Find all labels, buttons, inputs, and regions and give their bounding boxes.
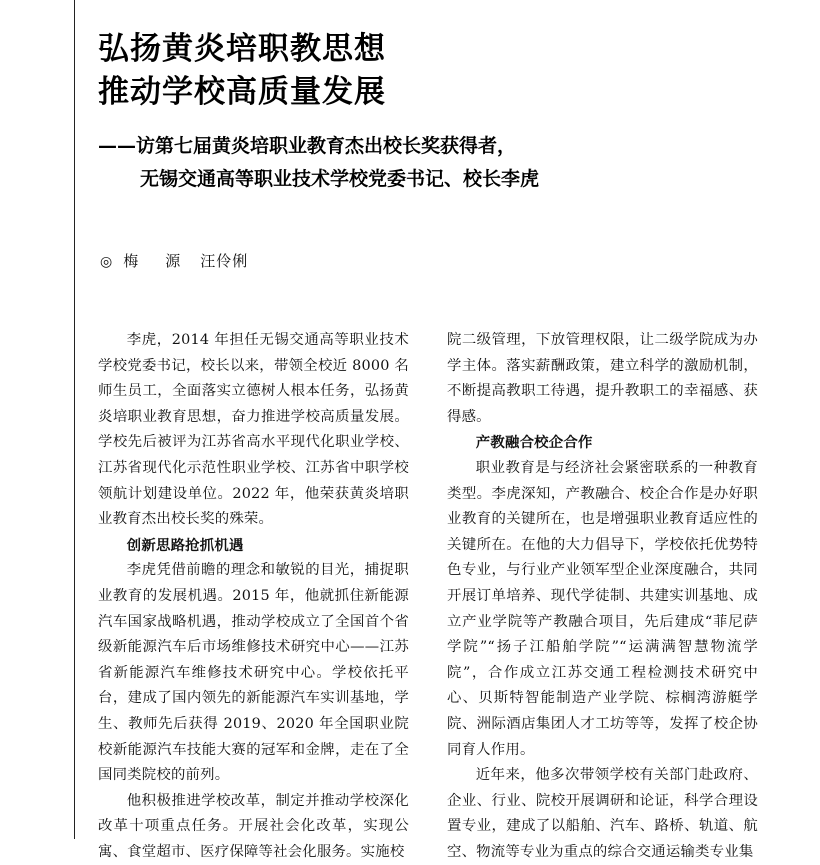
left-column xyxy=(98,328,409,865)
byline xyxy=(100,250,248,271)
subtitle-block xyxy=(98,130,758,196)
left-section-heading-1-part-b: 抢抓机遇 xyxy=(185,536,244,554)
left-section-heading-1-part-a: 创新思路 xyxy=(126,536,186,554)
page-left-rule xyxy=(74,0,75,839)
page-title-line-1: 弘扬黄炎培职教思想 xyxy=(98,31,386,67)
right-column xyxy=(447,328,758,865)
byline-mark-icon: ◎ xyxy=(100,254,114,270)
right-paragraph-1: 院二级管理，下放管理权限，让二级学院成为办学主体。落实薪酬政策，建立科学的激励机制，不断提高教职工待遇，提升教职工的幸福感、获得感。 xyxy=(447,332,758,425)
subtitle-line-1: ——访第七届黄炎培职业教育杰出校长奖获得者， xyxy=(98,135,517,157)
left-paragraph-3: 他积极推进学校改革，制定并推动学校深化改革十项重点任务。开展社会化改革，实现公寓、食堂超市、医疗保障等社会化服务。实施校 xyxy=(98,792,409,860)
right-paragraph-2: 职业教育是与经济社会紧密联系的一种教育类型。李虎深知，产教融合、校企合作是办好职业教育的关键所在，也是增强职业教育适应性的关键所在。在他的大力倡导下，学校依托优势特色专业，与行业产业领军型企业深度融合，共同开展订单培养、现代学徒制、共建实训基地、成立产业学院等产教融合项目，先后建成“菲尼萨学院”“扬子江船舶学院”“运满满智慧物流学院”，合作成立江苏交通工程检测技术研究中心、贝斯特智能制造产业学院、棕榈湾游艇学院、洲际酒店集团人才工坊等等，发挥了校企协同育人作用。 xyxy=(447,459,758,758)
byline-author-1: 梅 源 xyxy=(123,252,187,270)
byline-author-2: 汪伶俐 xyxy=(200,252,249,270)
left-section-heading-1 xyxy=(98,533,409,559)
right-section-heading-1-part-a: 产教融合 xyxy=(475,434,535,452)
right-section-heading-1-part-b: 校企合作 xyxy=(534,434,593,452)
article-body xyxy=(98,328,758,865)
right-paragraph-3: 近年来，他多次带领学校有关部门赴政府、企业、行业、院校开展调研和论证，科学合理设置专业，建成了以船舶、汽车、路桥、轨道、航空、物流等专业为重点的综合交通运输类专业集 xyxy=(447,767,758,860)
title-block xyxy=(98,28,758,196)
right-section-heading-1 xyxy=(447,430,758,456)
page-title-line-2: 推动学校高质量发展 xyxy=(98,74,386,110)
left-paragraph-2: 李虎凭借前瞻的理念和敏锐的目光，捕捉职业教育的发展机遇。2015 年，他就抓住新能源汽车国家战略机遇，推动学校成立了全国首个省级新能源汽车后市场维修技术研究中心——江苏省新能源汽车维修技术研究中心。学校依托平台，建成了国内领先的新能源汽车实训基地，学生、教师先后获得 2019、2020 年全国职业院校新能源汽车技能大赛的冠军和金牌，走在了全国同类院校的前列。 xyxy=(98,562,409,784)
left-paragraph-1: 李虎，2014 年担任无锡交通高等职业技术学校党委书记，校长以来，带领全校近 8000 名师生员工，全面落实立德树人根本任务，弘扬黄炎培职业教育思想，奋力推进学校高质量发展。学校先后被评为江苏省高水平现代化职业学校、江苏省现代化示范性职业学校、江苏省中职学校领航计划建设单位。2022 年，他荣获黄炎培职业教育杰出校长奖的殊荣。 xyxy=(98,332,409,528)
subtitle-line-2: 无锡交通高等职业技术学校党委书记、校长李虎 xyxy=(140,168,540,190)
